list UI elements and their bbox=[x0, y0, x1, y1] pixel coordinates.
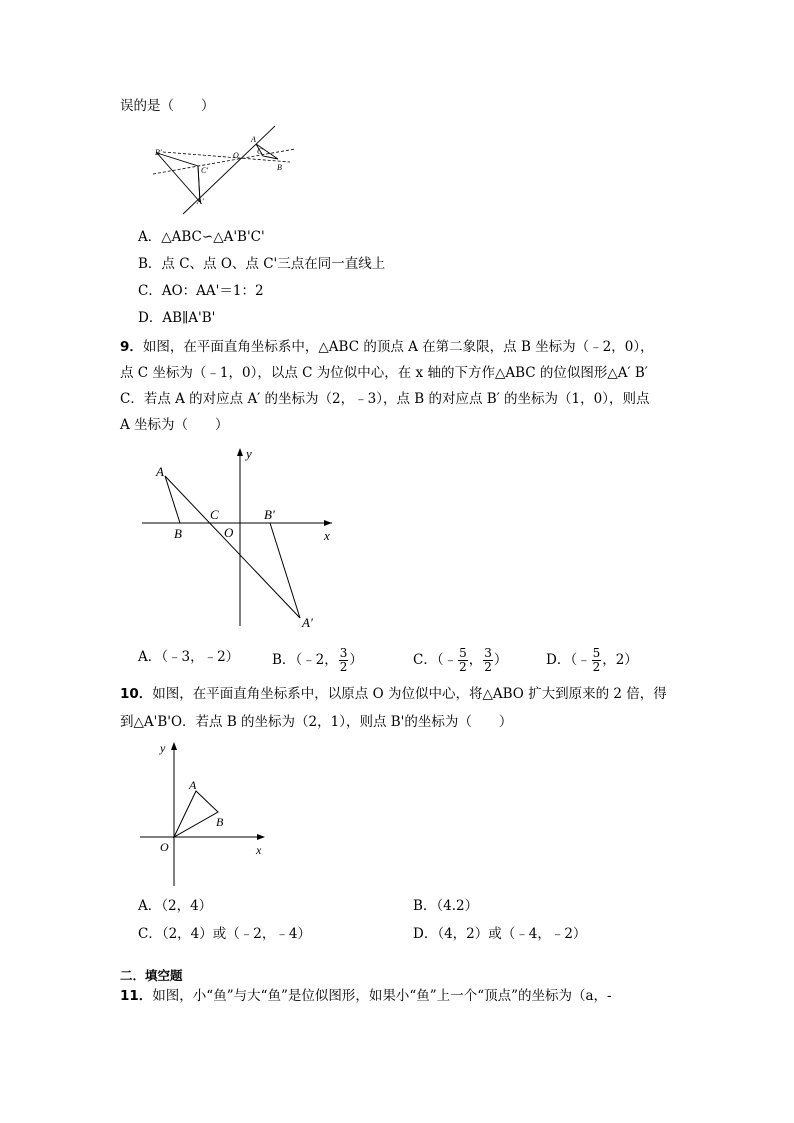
q9-label-a-prime: A′ bbox=[302, 615, 313, 630]
q9-figure bbox=[140, 446, 340, 632]
q9-label-o: O bbox=[224, 525, 234, 540]
q9-option-b: B．（﹣2， $\frac{3}{2}$ ） bbox=[272, 646, 363, 674]
q10-stem-line-2: 到△A'B'O．若点 B 的坐标为（2，1），则点 B'的坐标为（ ） bbox=[120, 714, 513, 730]
q9-number: 9． bbox=[120, 339, 143, 355]
q8-option-a: A．△ABC∽△A'B'C' bbox=[138, 229, 265, 245]
q8-option-c: C．AO：AA'＝1：2 bbox=[138, 283, 264, 299]
q9-option-c: C．（﹣ $\frac{5}{2}$ ， $\frac{3}{2}$ ） bbox=[413, 646, 508, 674]
q10-label-a: A bbox=[189, 778, 197, 792]
q8-label-c-prime: C' bbox=[201, 166, 209, 175]
q8-label-o: O bbox=[233, 151, 239, 160]
q8-label-a: A bbox=[251, 135, 256, 144]
q8-stem-tail: 误的是（ ） bbox=[120, 98, 215, 114]
q10-label-b: B bbox=[216, 815, 224, 829]
q9-option-b-fraction: $\frac{3}{2}$ bbox=[339, 646, 348, 674]
q8-label-b: B bbox=[277, 163, 282, 172]
q9-option-c-fraction-2: $\frac{3}{2}$ bbox=[484, 646, 492, 674]
q9-label-y: y bbox=[246, 446, 252, 461]
q9-option-d-fraction: $\frac{5}{2}$ bbox=[592, 646, 601, 674]
q10-option-d: D．（4，2）或（﹣4，﹣2） bbox=[413, 926, 587, 942]
q9-stem-line-3: C．若点 A 的对应点 A′ 的坐标为（2，﹣3），点 B 的对应点 B′ 的坐标为（1，0），则点 bbox=[120, 391, 650, 407]
q9-option-c-fraction-1: $\frac{5}{2}$ bbox=[459, 646, 467, 674]
q10-option-c: C．（2，4）或（﹣2，﹣4） bbox=[138, 926, 311, 942]
q8-figure bbox=[145, 122, 305, 218]
q10-option-b: B．（4.2） bbox=[413, 898, 479, 914]
q8-label-b-prime: B' bbox=[155, 148, 162, 157]
q9-label-b: B bbox=[174, 526, 182, 541]
q9-option-a: A．（﹣3，﹣2） bbox=[138, 649, 240, 665]
q9-label-x: x bbox=[324, 528, 330, 543]
q9-stem-line-2: 点 C 坐标为（﹣1，0），以点 C 为位似中心，在 x 轴的下方作△ABC 的位似图形△A′ B′ bbox=[120, 365, 648, 381]
q10-label-x: x bbox=[256, 843, 262, 857]
q10-figure bbox=[138, 740, 268, 888]
q8-option-b: B．点 C、点 O、点 C'三点在同一直线上 bbox=[138, 256, 386, 272]
q9-label-a: A bbox=[156, 464, 164, 479]
q10-label-y: y bbox=[160, 741, 166, 755]
q10-number: 10． bbox=[120, 686, 153, 702]
q8-option-d: D．AB∥A'B' bbox=[138, 310, 216, 326]
q10-stem-line-1: 10．如图，在平面直角坐标系中，以原点 O 为位似中心，将△ABO 扩大到原来的 2 倍，得 bbox=[120, 686, 667, 702]
q9-label-c: C bbox=[210, 507, 219, 522]
q11-number: 11． bbox=[120, 988, 153, 1004]
section-2-title: 二．填空题 bbox=[120, 968, 183, 983]
q8-label-c: C bbox=[257, 147, 263, 156]
q9-label-b-prime: B′ bbox=[264, 507, 275, 522]
q8-label-a-prime: A' bbox=[197, 197, 204, 206]
q10-label-o: O bbox=[160, 840, 169, 854]
q11-stem-line-1: 11．如图，小“鱼”与大“鱼”是位似图形，如果小“鱼”上一个“顶点”的坐标为（a，- bbox=[120, 988, 612, 1004]
q9-option-d: D．（﹣ $\frac{5}{2}$ ，2） bbox=[546, 646, 638, 674]
q9-stem-line-4: A 坐标为（ ） bbox=[120, 417, 229, 433]
q10-option-a: A．（2，4） bbox=[138, 898, 213, 914]
q9-stem-line-1: 9．如图，在平面直角坐标系中，△ABC 的顶点 A 在第二象限，点 B 坐标为（﹣2，0）， bbox=[120, 339, 654, 355]
